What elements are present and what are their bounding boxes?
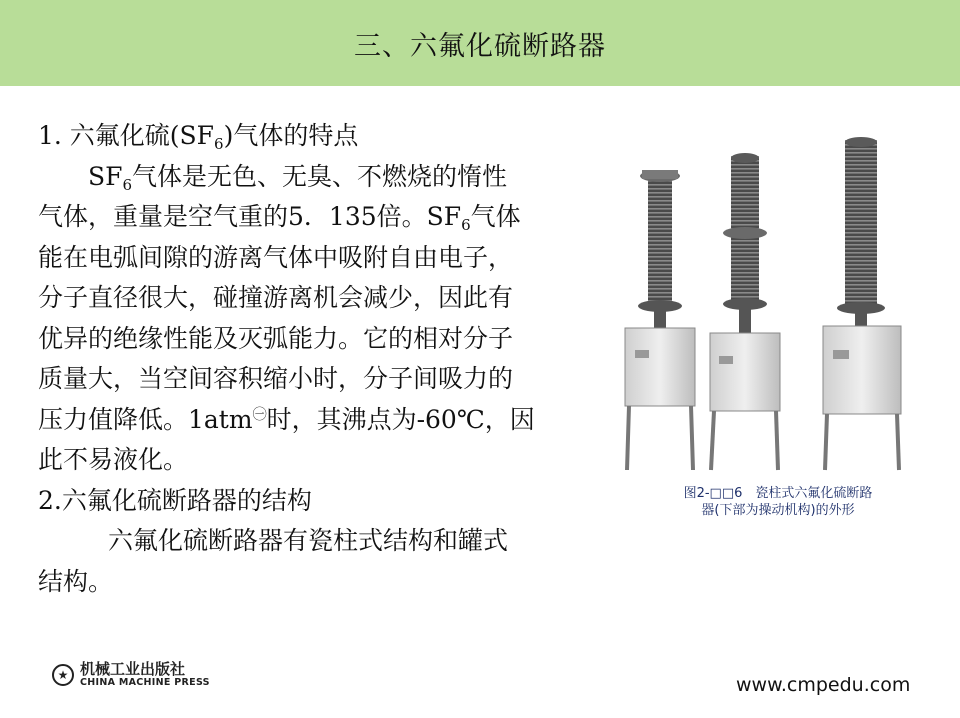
para2-line1: 六氟化硫断路器有瓷柱式结构和罐式: [108, 526, 509, 555]
breaker-left: [625, 170, 695, 470]
breaker-right: [823, 137, 901, 470]
title-bar: [0, 0, 960, 86]
para1-line7: 压力值降低。1atm$^㊀$时，其沸点为-60℃，因: [38, 404, 535, 434]
breaker-middle: [710, 153, 780, 470]
body-text: [38, 116, 608, 602]
section2-heading: 2.六氟化硫断路器的结构: [38, 485, 312, 515]
section1-heading: 1. 六氟化硫$(SF_6)$气体的特点: [38, 121, 359, 153]
figure-caption: [628, 485, 928, 519]
para1-line4: 分子直径很大，碰撞游离机会减少，因此有: [38, 283, 514, 312]
caption-line1: 图2-□□6 瓷柱式六氟化硫断路: [683, 486, 873, 501]
page-title: 三、六氟化硫断路器: [354, 30, 606, 62]
logo-en-text: CHINA MACHINE PRESS: [80, 677, 210, 688]
para1-line6: 质量大，当空间容积缩小时，分子间吸力的: [38, 364, 514, 393]
note-mark: ㊀: [252, 406, 267, 423]
logo-cn-text: 机械工业出版社: [80, 660, 186, 678]
para1-line1: $SF_6$气体是无色、无臭、不燃烧的惰性: [88, 161, 508, 194]
caption-line2: 器(下部为操动机构)的外形: [701, 503, 855, 518]
para1-line5: 优异的绝缘性能及灭弧能力。它的相对分子: [38, 323, 514, 353]
breaker-photo: [615, 128, 935, 473]
gear-star-icon: ★: [52, 664, 74, 686]
publisher-logo: [52, 658, 210, 692]
footer-url: www.cmpedu.com: [736, 674, 911, 696]
para1-line3: 能在电弧间隙的游离气体中吸附自由电子，: [38, 242, 514, 272]
para2-line2: 结构。: [38, 566, 114, 596]
para1-line8: 此不易液化。: [38, 445, 189, 474]
para1-line2: 气体，重量是空气重的5．135倍。$SF_6$气体: [38, 202, 521, 234]
